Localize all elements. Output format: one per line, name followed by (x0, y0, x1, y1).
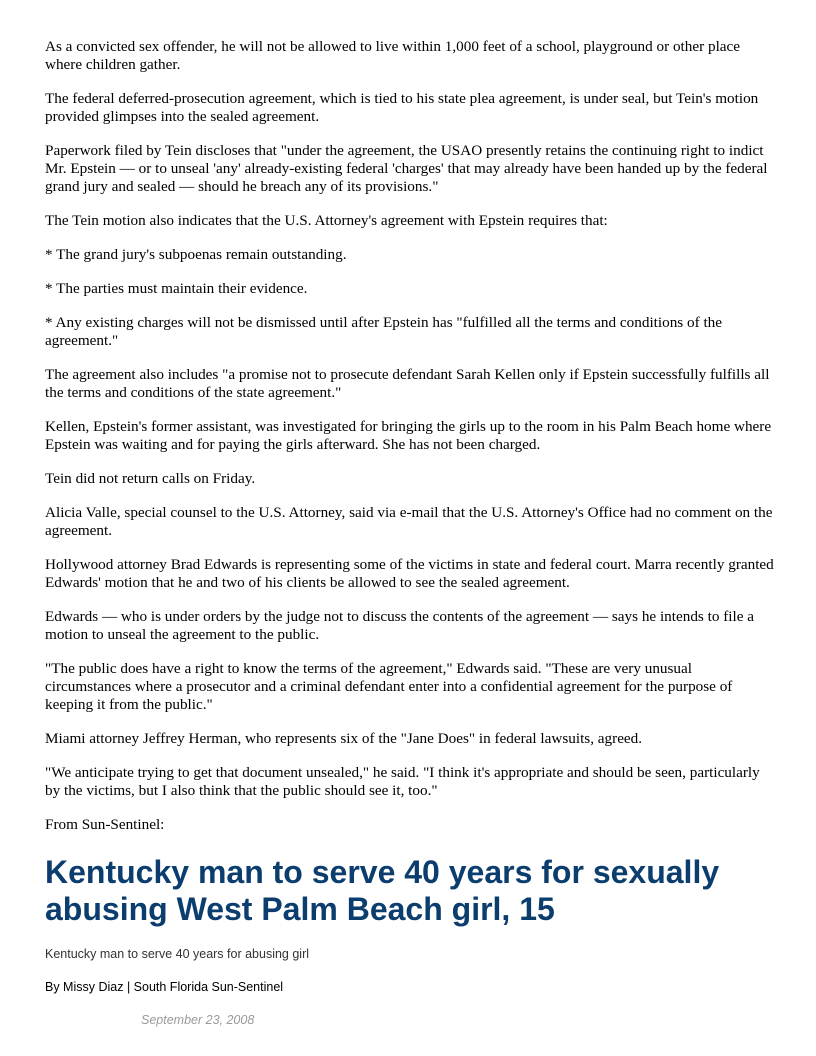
paragraph: "We anticipate trying to get that document unsealed," he said. "I think it's appropriate and should be seen, particularly by the victims, but I also think that the public should see it, too." (45, 764, 760, 799)
article-headline: Kentucky man to serve 40 years for sexually abusing West Palm Beach girl, 15 (45, 854, 720, 927)
paragraph: "The public does have a right to know the terms of the agreement," Edwards said. "These are very unusual circumstances where a prosecutor and a criminal defendant enter into a confidential agreement for the purpose of keeping it from the public." (45, 660, 733, 713)
paragraph: As a convicted sex offender, he will not be allowed to live within 1,000 feet of a school, playground or other place where children gather. (45, 38, 741, 73)
paragraph: Alicia Valle, special counsel to the U.S. Attorney, said via e-mail that the U.S. Attorney's Office had no comment on the agreement. (45, 504, 773, 539)
source-label: From Sun-Sentinel: (45, 816, 165, 833)
paragraph: * Any existing charges will not be dismissed until after Epstein has "fulfilled all the terms and conditions of the agreement." (45, 314, 722, 349)
paragraph: Tein did not return calls on Friday. (45, 470, 256, 487)
paragraph: The Tein motion also indicates that the U.S. Attorney's agreement with Epstein requires that: (45, 212, 608, 229)
paragraph: The federal deferred-prosecution agreement, which is tied to his state plea agreement, is under seal, but Tein's motion provided glimpses into the sealed agreement. (45, 90, 759, 125)
paragraph: Paperwork filed by Tein discloses that "under the agreement, the USAO presently retains the continuing right to indict Mr. Epstein — or to unseal 'any' already-existing federal 'charges' that may already have been handed up by the federal grand jury and sealed — should he breach any of its provisions." (45, 142, 768, 195)
paragraph: * The parties must maintain their evidence. (45, 280, 308, 297)
article-byline: By Missy Diaz | South Florida Sun-Sentinel (45, 980, 284, 994)
paragraph: Miami attorney Jeffrey Herman, who represents six of the "Jane Does" in federal lawsuits, agreed. (45, 730, 643, 747)
article-subhead: Kentucky man to serve 40 years for abusing girl (45, 947, 310, 961)
document-body (45, 38, 775, 1028)
paragraph: * The grand jury's subpoenas remain outstanding. (45, 246, 347, 263)
paragraph: Hollywood attorney Brad Edwards is representing some of the victims in state and federal court. Marra recently granted Edwards' motion that he and two of his clients be allowed to see the sealed agreement. (45, 556, 774, 591)
article-date: September 23, 2008 (141, 1013, 255, 1027)
paragraph: The agreement also includes "a promise not to prosecute defendant Sarah Kellen only if Epstein successfully fulfills all the terms and conditions of the state agreement." (45, 366, 770, 401)
paragraph: Edwards — who is under orders by the judge not to discuss the contents of the agreement — says he intends to file a motion to unseal the agreement to the public. (45, 608, 755, 643)
paragraph: Kellen, Epstein's former assistant, was investigated for bringing the girls up to the room in his Palm Beach home where Epstein was waiting and for paying the girls afterward. She has not been charged. (45, 418, 772, 453)
